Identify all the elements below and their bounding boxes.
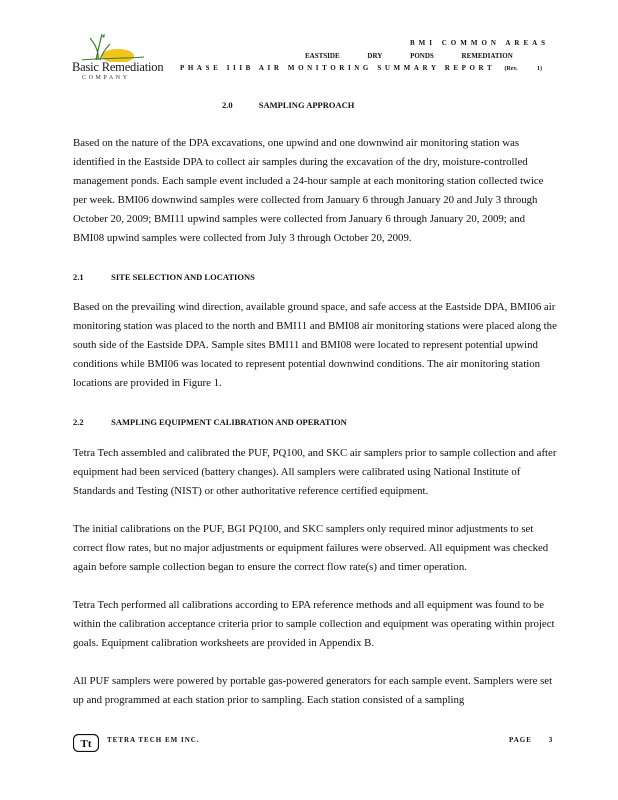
logo-sun-grass-icon (78, 32, 148, 62)
section-heading-2-1 (73, 272, 255, 282)
header-word-remediation: REMEDIATION (461, 52, 513, 60)
header-word-ponds: PONDS (410, 52, 434, 60)
header-word-eastside: EASTSIDE (305, 52, 340, 60)
footer-page-number: 3 (548, 736, 554, 744)
section-number: 2.2 (73, 417, 84, 427)
logo-company-name: Basic Remediation (72, 60, 164, 74)
section-heading-2-0 (222, 100, 354, 110)
paragraph-puf-samplers: All PUF samplers were powered by portable gas-powered generators for each sample event. Samplers were set up and programmed at each station prior to sampling. Each station consisted of a sampling (73, 675, 553, 706)
paragraph-calibration-1: Tetra Tech assembled and calibrated the PUF, PQ100, and SKC air samplers prior to sample collection and after equipment had been serviced (battery changes). All samplers were calibrated using National Institute of Standards and Testing (NIST) or other authoritative reference certified equipment. (73, 447, 557, 497)
header-rev-label: (Rev. (504, 66, 518, 72)
company-logo (70, 32, 162, 82)
svg-text:Tt: Tt (80, 738, 92, 750)
section-title: SAMPLING APPROACH (258, 100, 355, 110)
header-word-dry: DRY (367, 52, 383, 60)
header-line-3 (180, 64, 542, 72)
header-line-1: BMI COMMON AREAS (410, 39, 550, 47)
tetra-tech-logo-icon (73, 734, 99, 752)
footer-company: TETRA TECH EM INC. (107, 736, 200, 744)
paragraph-calibration-2: The initial calibrations on the PUF, BGI PQ100, and SKC samplers only required minor adjustments to set correct flow rates, but no major adjustments or equipment failures were observed. All equipment was checked again before sample collection began to ensure the correct flow rate(s) and timer operation. (73, 523, 549, 573)
footer-page-label: PAGE (509, 736, 532, 744)
paragraph-site-selection: Based on the prevailing wind direction, available ground space, and safe access at the Eastside DPA, BMI06 air monitoring station was placed to the north and BMI11 and BMI08 air monitoring stations were placed along the south side of the Eastside DPA. Sample sites BMI11 and BMI08 were located to represent potential upwind conditions while BMI06 was located to represent potential downwind conditions. The air monitoring station locations are provided in Figure 1. (73, 301, 557, 389)
footer-page (509, 736, 553, 744)
section-number: 2.1 (73, 272, 84, 282)
paragraph-calibration-3: Tetra Tech performed all calibrations according to EPA reference methods and all equipment was found to be within the calibration acceptance criteria prior to sample collection and equipment was operating within project goals. Equipment calibration worksheets are provided in Appendix B. (73, 599, 555, 649)
section-title: SAMPLING EQUIPMENT CALIBRATION AND OPERATION (111, 417, 347, 427)
section-heading-2-2 (73, 417, 347, 427)
logo-company-sub: COMPANY (82, 75, 130, 81)
header-rev-number: 1) (536, 66, 542, 72)
header-line-2 (305, 52, 539, 60)
paragraph-sampling-approach: Based on the nature of the DPA excavations, one upwind and one downwind air monitoring station was identified in the Eastside DPA to collect air samples during the excavation of the dry, moisture-controlled management ponds. Each sample event included a 24-hour sample at each monitoring station collected twice per week. BMI06 downwind samples were collected from January 6 through January 20 and July 3 through October 20, 2009; BMI11 upwind samples were collected from January 6 through January 20, 2009; and BMI08 upwind samples were collected from July 3 through October 20, 2009. (73, 137, 544, 244)
section-number: 2.0 (222, 100, 233, 110)
header-report-title: PHASE IIIB AIR MONITORING SUMMARY REPORT (180, 64, 496, 72)
section-title: SITE SELECTION AND LOCATIONS (111, 272, 255, 282)
